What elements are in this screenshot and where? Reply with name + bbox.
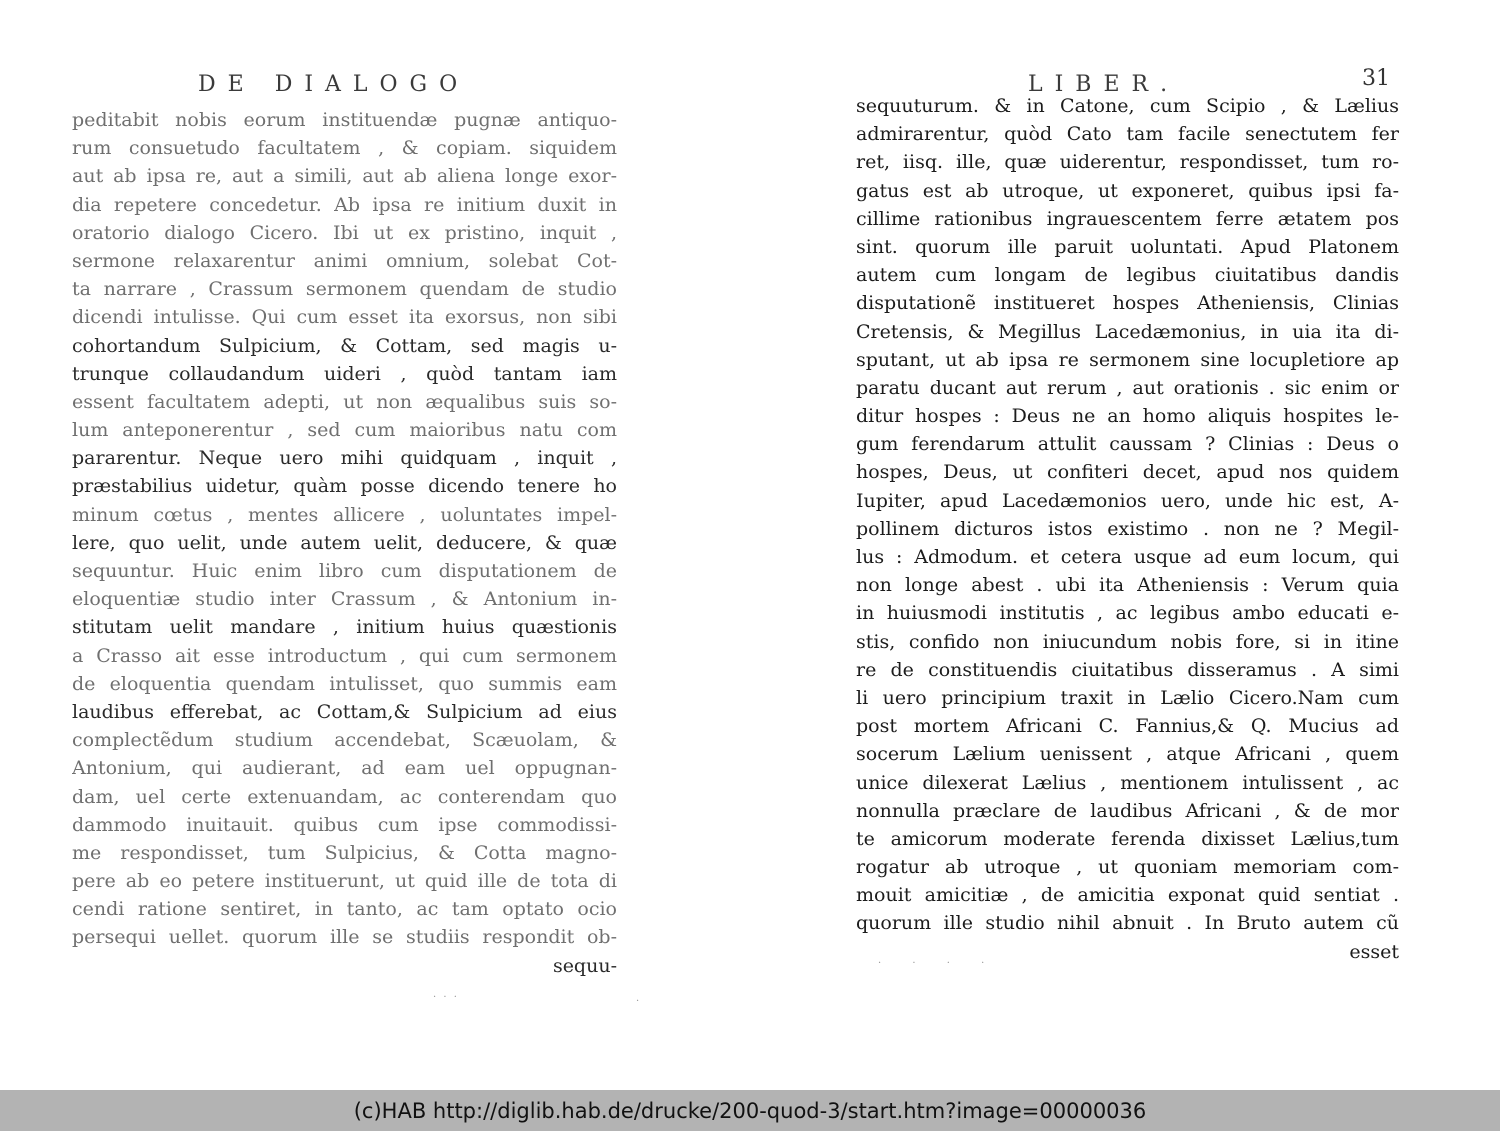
text-line: mouit amicitiæ , de amicitia exponat quid sentiat . xyxy=(856,884,1399,907)
text-line: stitutam uelit mandare , initium huius quæstionis xyxy=(72,616,617,639)
text-line: pararentur. Neque uero mihi quidquam , inquit , xyxy=(72,447,617,470)
text-line: præstabilius uidetur, quàm posse dicendo tenere ho xyxy=(72,475,617,498)
text-line: rum consuetudo facultatem , & copiam. siquidem xyxy=(72,137,617,160)
text-line: complectẽdum studium accendebat, Scæuolam, & xyxy=(72,729,617,752)
text-line: dam, uel certe extenuandam, ac conterendam quo xyxy=(72,785,617,808)
text-line: lum anteponerentur , sed cum maioribus natu com xyxy=(72,419,617,442)
text-line: oratorio dialogo Cicero. Ibi ut ex pristino, inquit , xyxy=(72,221,617,244)
text-line: pere ab eo petere instituerunt, ut quid ille de tota di xyxy=(72,870,617,893)
text-line: dia repetere concedetur. Ab ipsa re initium duxit in xyxy=(72,193,617,216)
text-line: lus : Admodum. et cetera usque ad eum locum, qui xyxy=(856,546,1399,568)
running-head-right: LIBER. xyxy=(1028,72,1180,97)
text-line: rogatur ab utroque , ut quoniam memoriam com- xyxy=(856,856,1399,879)
text-line: persequi uellet. quorum ille se studiis respondit ob- xyxy=(72,926,617,949)
running-head-left: DE DIALOGO xyxy=(198,72,470,97)
text-line: sequuntur. Huic enim libro cum disputationem de xyxy=(72,560,617,582)
text-line: cendi ratione sentiret, in tanto, ac tam optato ocio xyxy=(72,898,617,921)
text-line: me respondisset, tum Sulpicius, & Cotta magno- xyxy=(72,841,617,864)
text-line: ditur hospes : Deus ne an homo aliquis hospites le- xyxy=(856,405,1399,428)
page-number: 31 xyxy=(1362,66,1390,91)
text-line: gatus est ab utroque, ut exponeret, quibus ipsi fa- xyxy=(856,179,1399,202)
text-line: pollinem dicturos istos existimo . non ne ? Megil- xyxy=(856,517,1399,540)
text-line: Cretensis, & Megillus Lacedæmonius, in uia ita di- xyxy=(856,320,1399,343)
text-line: a Crasso ait esse introductum , qui cum sermonem xyxy=(72,644,617,667)
text-line: paratu ducant aut rerum , aut orationis . sic enim or xyxy=(856,376,1399,399)
text-line: dammodo inuitauit. quibus cum ipse commodissi- xyxy=(72,813,617,836)
text-line: minum cœtus , mentes allicere , uoluntates impel- xyxy=(72,503,617,526)
right-text-block xyxy=(856,92,1399,966)
text-line: cohortandum Sulpicium, & Cottam, sed magis u- xyxy=(72,334,617,357)
text-line: Iupiter, apud Lacedæmonios uero, unde hic est, A- xyxy=(856,489,1399,512)
text-line: nonnulla præclare de laudibus Africani , & de mor xyxy=(856,799,1399,822)
text-line: in huiusmodi institutis , ac legibus ambo educati e- xyxy=(856,602,1399,625)
text-line: cillime rationibus ingrauescentem ferre ætatem pos xyxy=(856,207,1399,230)
text-line: sequu- xyxy=(552,954,617,977)
text-line: essent facultatem adepti, ut non æqualibus suis so- xyxy=(72,390,617,413)
text-line: stis, confido non iniucundum nobis fore, si in itine xyxy=(856,630,1399,653)
text-line: re de constituendis ciuitatibus disseramus . A simi xyxy=(856,658,1399,681)
text-line: admirarentur, quòd Cato tam facile senectutem fer xyxy=(856,123,1399,146)
text-line: dicendi intulisse. Qui cum esset ita exorsus, non sibi xyxy=(72,306,617,329)
text-line: lere, quo uelit, unde autem uelit, deducere, & quæ xyxy=(72,531,617,554)
text-line: Antonium, qui audierant, ad eam uel oppugnan- xyxy=(72,757,617,780)
text-line: esset xyxy=(1349,940,1399,963)
footer-source-url: (c)HAB http://diglib.hab.de/drucke/200-quod-3/start.htm?image=00000036 xyxy=(353,1098,1147,1123)
copyright-footer xyxy=(0,1090,1500,1131)
right-page xyxy=(780,0,1500,1090)
left-page xyxy=(0,0,690,1090)
text-line: hospes, Deus, ut confiteri decet, apud nos quidem xyxy=(856,461,1399,484)
text-line: te amicorum moderate ferenda dixisset Lælius,tum xyxy=(856,827,1399,850)
print-speck: · · · xyxy=(433,992,459,1003)
text-line: sequuturum. & in Catone, cum Scipio , & Lælius xyxy=(856,95,1399,117)
text-line: socerum Lælium uenissent , atque Africani , quem xyxy=(856,743,1399,766)
text-line: trunque collaudandum uideri , quòd tantam iam xyxy=(72,362,617,385)
text-line: unice dilexerat Lælius , mentionem intulissent , ac xyxy=(856,771,1399,794)
text-line: li uero principium traxit in Lælio Cicero.Nam cum xyxy=(856,686,1399,709)
text-line: ta narrare , Crassum sermonem quendam de studio xyxy=(72,278,617,301)
left-text-block xyxy=(72,106,617,980)
text-line: eloquentiæ studio inter Crassum , & Antonium in- xyxy=(72,588,617,611)
text-line: gum ferendarum attulit caussam ? Clinias : Deus o xyxy=(856,433,1399,456)
print-speck: · xyxy=(636,996,640,1007)
text-line: quorum ille studio nihil abnuit . In Bruto autem cũ xyxy=(856,912,1399,935)
print-speck: · · · · xyxy=(878,958,999,969)
text-line: sputant, ut ab ipsa re sermonem sine locupletiore ap xyxy=(856,348,1399,371)
text-line: non longe abest . ubi ita Atheniensis : Verum quia xyxy=(856,574,1399,597)
text-line: de eloquentia quendam intulisset, quo summis eam xyxy=(72,672,617,695)
text-line: sint. quorum ille paruit uoluntati. Apud Platonem xyxy=(856,235,1399,258)
text-line: peditabit nobis eorum instituendæ pugnæ antiquo- xyxy=(72,109,617,131)
text-line: aut ab ipsa re, aut a simili, aut ab aliena longe exor- xyxy=(72,165,617,188)
text-line: ret, iisq. ille, quæ uiderentur, respondisset, tum ro- xyxy=(856,151,1399,174)
gutter-bleed-marks xyxy=(604,108,624,988)
text-line: autem cum longam de legibus ciuitatibus dandis xyxy=(856,264,1399,287)
text-line: laudibus efferebat, ac Cottam,& Sulpicium ad eius xyxy=(72,700,617,723)
text-line: sermone relaxarentur animi omnium, solebat Cot- xyxy=(72,249,617,272)
text-line: post mortem Africani C. Fannius,& Q. Mucius ad xyxy=(856,715,1399,738)
text-line: disputationẽ institueret hospes Atheniensis, Clinias xyxy=(856,292,1399,315)
